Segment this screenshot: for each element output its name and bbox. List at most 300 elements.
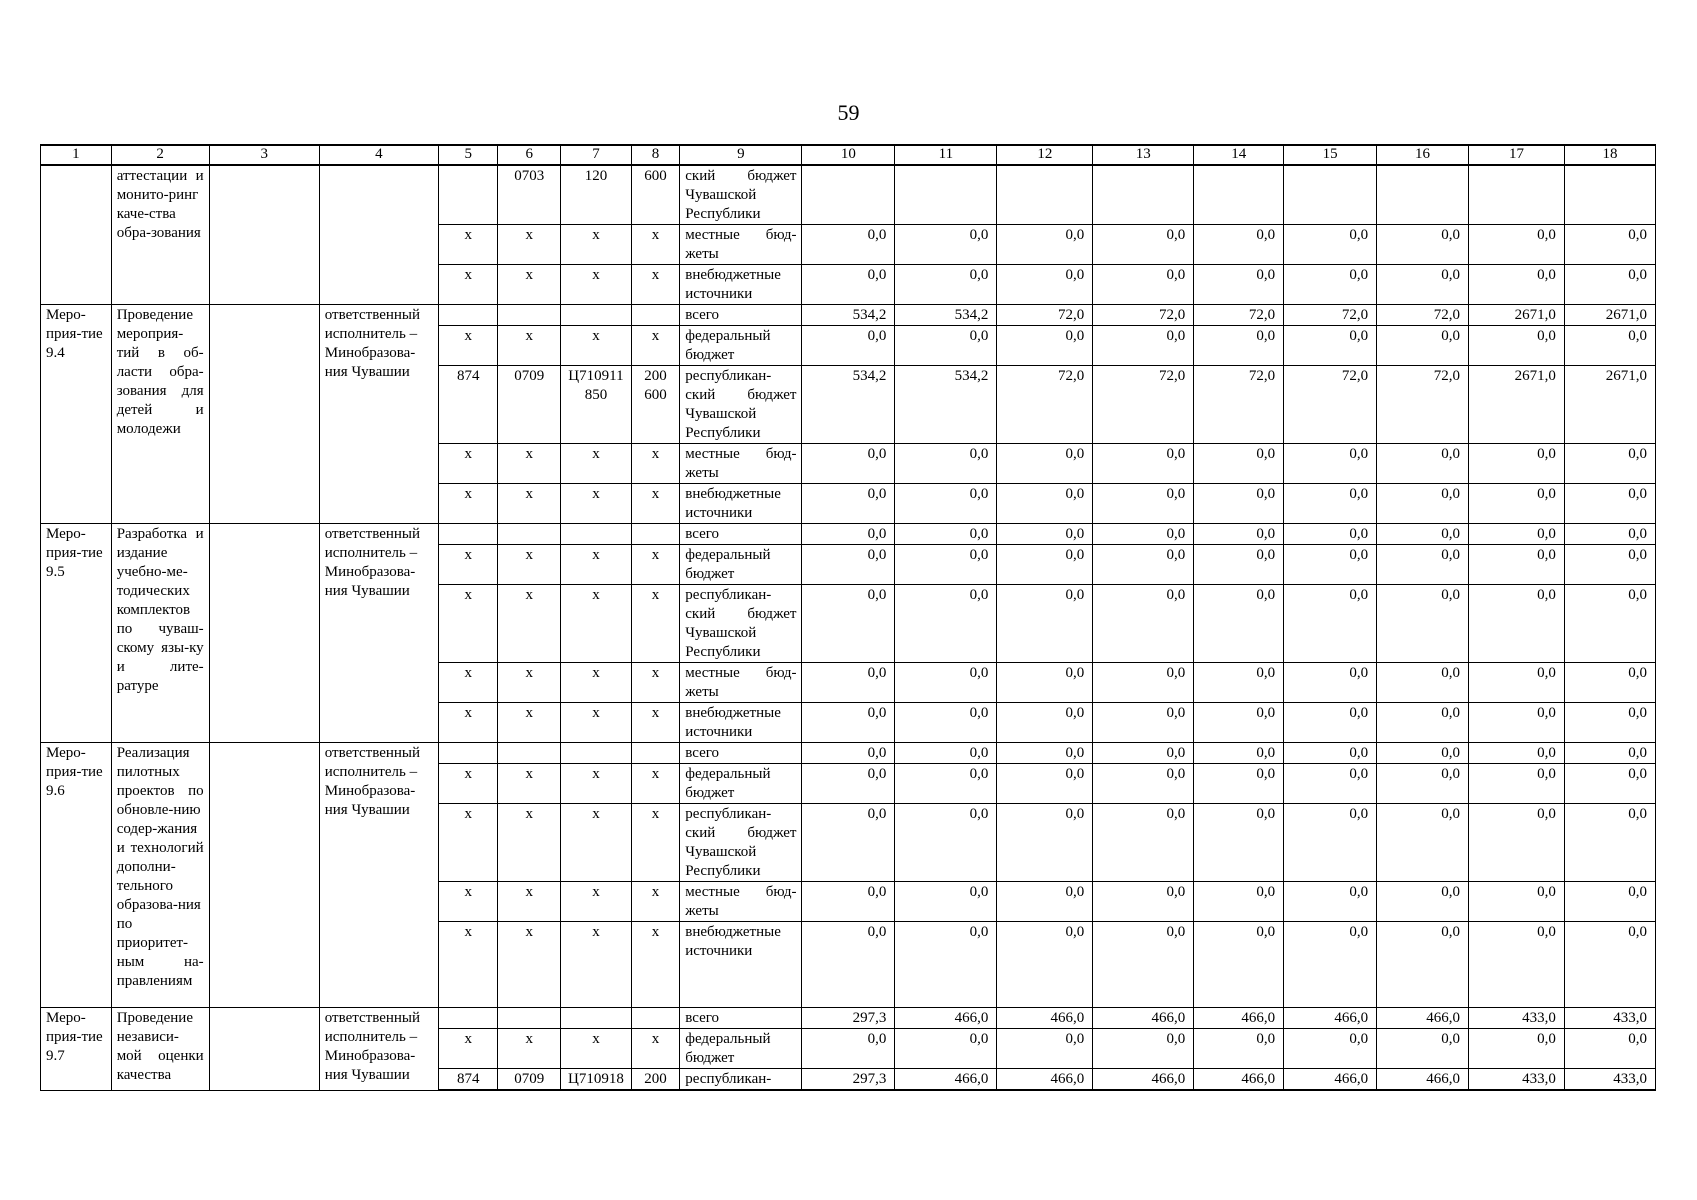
target-article-code: x: [561, 585, 632, 663]
grbs-code: x: [438, 585, 498, 663]
funding-value: [802, 165, 895, 225]
funding-value: 0,0: [1468, 804, 1564, 882]
funding-value: 0,0: [1377, 265, 1469, 305]
grbs-code: x: [438, 804, 498, 882]
funding-value: 466,0: [1194, 1008, 1284, 1029]
funding-value: 0,0: [1093, 225, 1194, 265]
funding-value: 0,0: [1194, 663, 1284, 703]
column-number: 8: [631, 145, 679, 165]
section-code: x: [498, 265, 561, 305]
funding-value: 0,0: [1564, 524, 1655, 545]
funding-value: 0,0: [1093, 484, 1194, 524]
measure-name: Реализация пилотных проектов по обновле-нию содер-жания и технологий дополни-тельного образова-ния по приоритет-ным на-правлениям: [111, 743, 209, 1008]
expense-group-code: x: [631, 545, 679, 585]
grbs-code: x: [438, 764, 498, 804]
funding-value: 0,0: [802, 804, 895, 882]
funding-value: 0,0: [997, 882, 1093, 922]
funding-value: [895, 165, 997, 225]
target-article-code: x: [561, 703, 632, 743]
funding-value: 0,0: [1093, 265, 1194, 305]
funding-value: 0,0: [997, 225, 1093, 265]
funding-value: 0,0: [1468, 585, 1564, 663]
grbs-code: x: [438, 922, 498, 1008]
funding-value: 0,0: [895, 663, 997, 703]
funding-value: 0,0: [997, 265, 1093, 305]
funding-value: 0,0: [997, 545, 1093, 585]
funding-value: 0,0: [1093, 703, 1194, 743]
budget-table: [40, 144, 1656, 1091]
funding-value: 0,0: [895, 444, 997, 484]
funding-value: 0,0: [1564, 265, 1655, 305]
target-article-code: x: [561, 663, 632, 703]
grbs-code: x: [438, 545, 498, 585]
funding-value: 0,0: [895, 804, 997, 882]
column-number: 14: [1194, 145, 1284, 165]
table-row: [41, 165, 1656, 225]
funding-value: 0,0: [802, 764, 895, 804]
funding-value: 0,0: [895, 225, 997, 265]
funding-value: 0,0: [1564, 743, 1655, 764]
expense-group-code: x: [631, 585, 679, 663]
funding-value: 0,0: [997, 743, 1093, 764]
empty-cell: [209, 524, 319, 743]
funding-value: 0,0: [1194, 524, 1284, 545]
funding-value: 0,0: [1093, 882, 1194, 922]
table-row: [41, 743, 1656, 764]
funding-value: 0,0: [1377, 922, 1469, 1008]
funding-value: 466,0: [997, 1069, 1093, 1091]
funding-value: 72,0: [1194, 366, 1284, 444]
grbs-code: x: [438, 1029, 498, 1069]
funding-value: 0,0: [1468, 524, 1564, 545]
expense-group-code: x: [631, 764, 679, 804]
funding-value: 72,0: [997, 366, 1093, 444]
funding-value: 0,0: [895, 545, 997, 585]
funding-value: 0,0: [1377, 326, 1469, 366]
funding-value: 0,0: [1377, 764, 1469, 804]
funding-value: 0,0: [1377, 743, 1469, 764]
grbs-code: [438, 165, 498, 225]
section-code: x: [498, 804, 561, 882]
grbs-code: x: [438, 444, 498, 484]
funding-value: 0,0: [1093, 663, 1194, 703]
target-article-code: x: [561, 764, 632, 804]
expense-group-code: 200: [631, 1069, 679, 1091]
funding-value: 0,0: [1468, 663, 1564, 703]
funding-value: 0,0: [1377, 444, 1469, 484]
section-code: x: [498, 484, 561, 524]
section-code: 0709: [498, 366, 561, 444]
funding-value: 0,0: [1194, 703, 1284, 743]
measure-name: Проведение мероприя-тий в об-ласти обра-зования для детей и молодежи: [111, 305, 209, 524]
funding-value: 0,0: [1377, 804, 1469, 882]
funding-value: 0,0: [895, 922, 997, 1008]
executor: ответственный исполнитель – Минобразова-ния Чувашии: [319, 743, 438, 1008]
section-code: x: [498, 882, 561, 922]
funding-value: 0,0: [997, 444, 1093, 484]
funding-source: внебюджетные источники: [680, 703, 802, 743]
funding-value: 0,0: [1377, 545, 1469, 585]
column-number: 18: [1564, 145, 1655, 165]
funding-value: 0,0: [802, 585, 895, 663]
column-number: 16: [1377, 145, 1469, 165]
funding-value: 0,0: [802, 1029, 895, 1069]
funding-value: 0,0: [1284, 524, 1377, 545]
grbs-code: 874: [438, 1069, 498, 1091]
funding-value: 0,0: [802, 663, 895, 703]
funding-source: внебюджетные источники: [680, 484, 802, 524]
funding-value: 72,0: [1377, 366, 1469, 444]
funding-value: 0,0: [1284, 1029, 1377, 1069]
column-number: 10: [802, 145, 895, 165]
funding-value: 0,0: [997, 585, 1093, 663]
funding-source: местные бюд-жеты: [680, 444, 802, 484]
target-article-code: x: [561, 804, 632, 882]
section-code: x: [498, 703, 561, 743]
funding-value: 534,2: [802, 366, 895, 444]
funding-value: 466,0: [997, 1008, 1093, 1029]
funding-value: 0,0: [1377, 225, 1469, 265]
funding-value: [1284, 165, 1377, 225]
grbs-code: x: [438, 225, 498, 265]
funding-value: 0,0: [997, 1029, 1093, 1069]
funding-value: 466,0: [1093, 1069, 1194, 1091]
funding-value: 0,0: [1564, 764, 1655, 804]
funding-value: 0,0: [1468, 326, 1564, 366]
funding-value: 0,0: [997, 484, 1093, 524]
funding-value: 0,0: [1377, 882, 1469, 922]
funding-value: 72,0: [997, 305, 1093, 326]
funding-value: 0,0: [997, 524, 1093, 545]
target-article-code: 120: [561, 165, 632, 225]
funding-value: 0,0: [802, 225, 895, 265]
section-code: [498, 524, 561, 545]
grbs-code: x: [438, 484, 498, 524]
funding-source: местные бюд-жеты: [680, 882, 802, 922]
target-article-code: [561, 743, 632, 764]
funding-value: 0,0: [895, 1029, 997, 1069]
funding-value: 0,0: [802, 265, 895, 305]
funding-value: 0,0: [1284, 663, 1377, 703]
funding-value: 0,0: [1377, 663, 1469, 703]
funding-value: 0,0: [1093, 444, 1194, 484]
grbs-code: 874: [438, 366, 498, 444]
funding-value: 0,0: [1093, 922, 1194, 1008]
funding-source: внебюджетные источники: [680, 265, 802, 305]
funding-value: 0,0: [802, 484, 895, 524]
column-number: 1: [41, 145, 112, 165]
funding-value: 0,0: [1194, 484, 1284, 524]
funding-value: 0,0: [1093, 804, 1194, 882]
funding-value: [1564, 165, 1655, 225]
section-code: 0703: [498, 165, 561, 225]
funding-value: 0,0: [1564, 545, 1655, 585]
empty-cell: [209, 305, 319, 524]
target-article-code: x: [561, 225, 632, 265]
funding-value: 534,2: [895, 305, 997, 326]
funding-value: 0,0: [1093, 585, 1194, 663]
funding-source: всего: [680, 743, 802, 764]
funding-source: федеральный бюджет: [680, 1029, 802, 1069]
funding-value: 0,0: [1377, 585, 1469, 663]
funding-value: 0,0: [1093, 524, 1194, 545]
funding-value: 466,0: [1194, 1069, 1284, 1091]
column-number: 11: [895, 145, 997, 165]
funding-value: [1194, 165, 1284, 225]
funding-source: внебюджетные источники: [680, 922, 802, 1008]
funding-value: 72,0: [1093, 305, 1194, 326]
funding-value: [1377, 165, 1469, 225]
expense-group-code: x: [631, 484, 679, 524]
funding-value: 0,0: [997, 922, 1093, 1008]
column-number: 15: [1284, 145, 1377, 165]
target-article-code: x: [561, 1029, 632, 1069]
funding-value: 0,0: [802, 882, 895, 922]
funding-value: 0,0: [1093, 764, 1194, 804]
funding-value: [1093, 165, 1194, 225]
funding-value: 433,0: [1564, 1008, 1655, 1029]
funding-value: 2671,0: [1468, 305, 1564, 326]
measure-name: аттестации и монито-ринг каче-ства обра-зования: [111, 165, 209, 305]
funding-source: республикан-ский бюджет Чувашской Республики: [680, 366, 802, 444]
section-code: x: [498, 922, 561, 1008]
measure-name: Проведение независи-мой оценки качества: [111, 1008, 209, 1091]
funding-source: федеральный бюджет: [680, 326, 802, 366]
funding-value: 0,0: [1194, 743, 1284, 764]
funding-value: 0,0: [1284, 265, 1377, 305]
funding-value: 0,0: [1194, 225, 1284, 265]
empty-cell: [209, 743, 319, 1008]
target-article-code: x: [561, 882, 632, 922]
funding-value: 0,0: [1377, 484, 1469, 524]
funding-value: 0,0: [1564, 1029, 1655, 1069]
grbs-code: [438, 524, 498, 545]
funding-value: 0,0: [1377, 1029, 1469, 1069]
section-code: x: [498, 764, 561, 804]
section-code: [498, 305, 561, 326]
funding-value: 0,0: [1564, 484, 1655, 524]
funding-value: 0,0: [1284, 764, 1377, 804]
funding-value: 0,0: [1194, 764, 1284, 804]
funding-source: республикан-ский бюджет Чувашской Республики: [680, 804, 802, 882]
funding-value: 0,0: [802, 545, 895, 585]
funding-value: 0,0: [1194, 585, 1284, 663]
expense-group-code: x: [631, 225, 679, 265]
funding-source: местные бюд-жеты: [680, 225, 802, 265]
column-number: 2: [111, 145, 209, 165]
funding-value: 0,0: [895, 265, 997, 305]
funding-value: 0,0: [1468, 444, 1564, 484]
funding-value: 0,0: [1194, 804, 1284, 882]
funding-value: 0,0: [1284, 703, 1377, 743]
expense-group-code: x: [631, 882, 679, 922]
funding-source: федеральный бюджет: [680, 545, 802, 585]
funding-value: 0,0: [1093, 743, 1194, 764]
funding-value: 0,0: [802, 922, 895, 1008]
funding-value: 0,0: [1564, 882, 1655, 922]
section-code: [498, 1008, 561, 1029]
measure-name: Разработка и издание учебно-ме-тодических комплектов по чуваш-скому язы-ку и лите-ратуре: [111, 524, 209, 743]
funding-value: 0,0: [895, 882, 997, 922]
grbs-code: [438, 305, 498, 326]
measure-id: Меро-прия-тие 9.4: [41, 305, 112, 524]
executor: ответственный исполнитель – Минобразова-ния Чувашии: [319, 524, 438, 743]
funding-value: 0,0: [895, 484, 997, 524]
funding-value: 0,0: [1093, 545, 1194, 585]
expense-group-code: x: [631, 1029, 679, 1069]
funding-value: 0,0: [1284, 326, 1377, 366]
funding-value: 0,0: [1564, 703, 1655, 743]
funding-value: 534,2: [895, 366, 997, 444]
expense-group-code: x: [631, 804, 679, 882]
funding-value: 297,3: [802, 1069, 895, 1091]
expense-group-code: 600: [631, 165, 679, 225]
column-number: 5: [438, 145, 498, 165]
table-row: [41, 1008, 1656, 1029]
funding-value: 534,2: [802, 305, 895, 326]
grbs-code: [438, 1008, 498, 1029]
funding-value: 0,0: [997, 804, 1093, 882]
grbs-code: x: [438, 326, 498, 366]
funding-value: 0,0: [1468, 703, 1564, 743]
funding-value: 297,3: [802, 1008, 895, 1029]
expense-group-code: x: [631, 703, 679, 743]
grbs-code: x: [438, 703, 498, 743]
funding-value: 0,0: [1468, 265, 1564, 305]
funding-value: 466,0: [1284, 1008, 1377, 1029]
section-code: x: [498, 444, 561, 484]
column-number: 9: [680, 145, 802, 165]
funding-value: 433,0: [1468, 1008, 1564, 1029]
expense-group-code: x: [631, 326, 679, 366]
grbs-code: [438, 743, 498, 764]
funding-value: 0,0: [1194, 444, 1284, 484]
funding-value: 0,0: [895, 524, 997, 545]
expense-group-code: [631, 524, 679, 545]
executor: [319, 165, 438, 305]
funding-value: 466,0: [1284, 1069, 1377, 1091]
funding-value: 72,0: [1284, 305, 1377, 326]
section-code: x: [498, 585, 561, 663]
measure-id: Меро-прия-тие 9.5: [41, 524, 112, 743]
empty-cell: [209, 1008, 319, 1091]
funding-value: 0,0: [1468, 225, 1564, 265]
target-article-code: [561, 524, 632, 545]
target-article-code: x: [561, 545, 632, 585]
section-code: x: [498, 1029, 561, 1069]
section-code: x: [498, 225, 561, 265]
section-code: x: [498, 545, 561, 585]
funding-value: 0,0: [1564, 444, 1655, 484]
funding-value: 0,0: [1468, 545, 1564, 585]
funding-value: 2671,0: [1564, 366, 1655, 444]
funding-source: местные бюд-жеты: [680, 663, 802, 703]
column-number: 4: [319, 145, 438, 165]
section-code: 0709: [498, 1069, 561, 1091]
funding-value: 0,0: [895, 326, 997, 366]
funding-value: 0,0: [1564, 922, 1655, 1008]
funding-value: 0,0: [1564, 663, 1655, 703]
target-article-code: Ц710911 850: [561, 366, 632, 444]
funding-value: 0,0: [1468, 764, 1564, 804]
section-code: x: [498, 663, 561, 703]
funding-value: 0,0: [1468, 882, 1564, 922]
funding-value: 0,0: [997, 663, 1093, 703]
funding-value: 0,0: [802, 444, 895, 484]
target-article-code: Ц710918: [561, 1069, 632, 1091]
funding-value: 0,0: [1564, 326, 1655, 366]
funding-source: всего: [680, 524, 802, 545]
funding-value: 0,0: [1194, 265, 1284, 305]
funding-value: 0,0: [1284, 484, 1377, 524]
funding-value: 0,0: [1093, 326, 1194, 366]
column-number: 7: [561, 145, 632, 165]
funding-source: федеральный бюджет: [680, 764, 802, 804]
funding-source: всего: [680, 305, 802, 326]
target-article-code: x: [561, 484, 632, 524]
funding-source: республикан-ский бюджет Чувашской Республики: [680, 585, 802, 663]
expense-group-code: [631, 1008, 679, 1029]
funding-value: 0,0: [895, 743, 997, 764]
funding-value: 0,0: [1564, 225, 1655, 265]
column-number: 12: [997, 145, 1093, 165]
funding-value: 0,0: [1284, 743, 1377, 764]
funding-value: 0,0: [1564, 804, 1655, 882]
target-article-code: [561, 305, 632, 326]
funding-value: 0,0: [1284, 225, 1377, 265]
funding-value: 0,0: [1468, 922, 1564, 1008]
grbs-code: x: [438, 663, 498, 703]
funding-value: 0,0: [1284, 882, 1377, 922]
target-article-code: x: [561, 444, 632, 484]
funding-value: 466,0: [1377, 1069, 1469, 1091]
funding-value: 0,0: [1284, 545, 1377, 585]
column-number: 3: [209, 145, 319, 165]
funding-value: 0,0: [1284, 585, 1377, 663]
funding-value: 72,0: [1284, 366, 1377, 444]
expense-group-code: [631, 743, 679, 764]
funding-value: 72,0: [1194, 305, 1284, 326]
funding-value: 0,0: [895, 585, 997, 663]
funding-value: 0,0: [1284, 922, 1377, 1008]
funding-value: 466,0: [1377, 1008, 1469, 1029]
funding-value: 0,0: [1468, 484, 1564, 524]
table-body: [41, 165, 1656, 1090]
funding-value: 0,0: [997, 703, 1093, 743]
funding-value: 2671,0: [1468, 366, 1564, 444]
section-code: [498, 743, 561, 764]
funding-value: 0,0: [1194, 326, 1284, 366]
funding-source: республикан-: [680, 1069, 802, 1091]
funding-value: 0,0: [1093, 1029, 1194, 1069]
funding-value: 433,0: [1564, 1069, 1655, 1091]
funding-value: 0,0: [802, 524, 895, 545]
funding-value: 0,0: [1194, 882, 1284, 922]
expense-group-code: x: [631, 922, 679, 1008]
measure-id: Меро-прия-тие 9.6: [41, 743, 112, 1008]
funding-value: 0,0: [1194, 1029, 1284, 1069]
funding-value: [997, 165, 1093, 225]
executor: ответственный исполнитель – Минобразова-ния Чувашии: [319, 305, 438, 524]
funding-value: 466,0: [895, 1008, 997, 1029]
funding-value: 72,0: [1093, 366, 1194, 444]
funding-value: 0,0: [1194, 922, 1284, 1008]
funding-value: 0,0: [997, 326, 1093, 366]
table-row: [41, 305, 1656, 326]
executor: ответственный исполнитель – Минобразова-ния Чувашии: [319, 1008, 438, 1091]
column-number-row: [41, 145, 1656, 165]
column-number: 17: [1468, 145, 1564, 165]
